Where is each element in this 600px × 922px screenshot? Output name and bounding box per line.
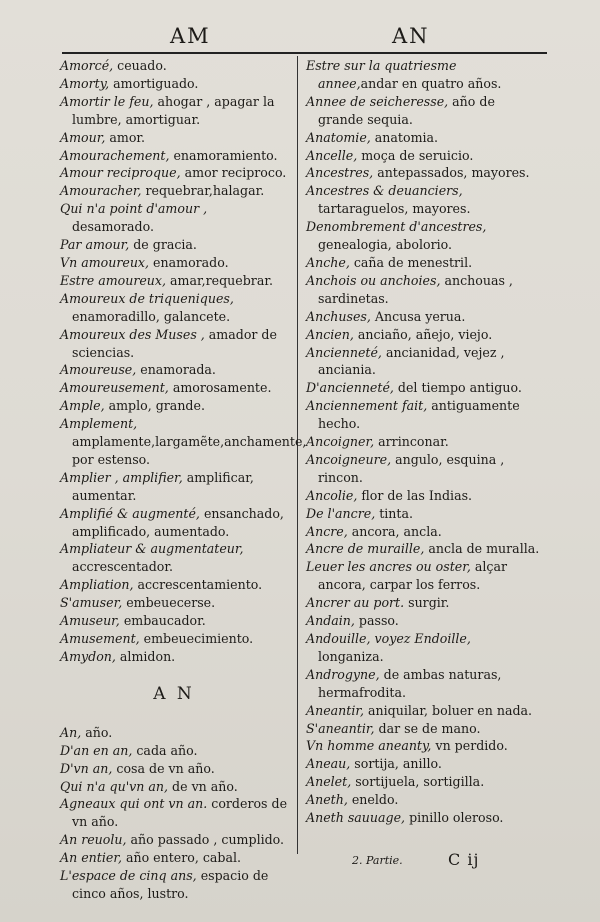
dictionary-entry	[60, 469, 288, 505]
section-heading: A N	[153, 683, 195, 704]
dictionary-entry	[306, 397, 540, 433]
entry-translation: antiguamente hecho.	[318, 398, 520, 432]
entry-translation: amplo, grande.	[104, 398, 205, 414]
entry-headword: Ancre,	[306, 523, 348, 539]
dictionary-entry	[60, 576, 288, 594]
entry-translation: cada año.	[132, 742, 198, 758]
entry-translation: embaucador.	[119, 613, 206, 629]
dictionary-entry	[60, 594, 288, 612]
running-head-right: AN	[392, 24, 430, 48]
dictionary-entry	[306, 540, 540, 558]
entry-translation: embeuecerse.	[122, 595, 216, 611]
entry-translation: enamoradillo, galancete.	[72, 308, 231, 324]
entry-headword: An,	[60, 724, 82, 740]
dictionary-entry	[60, 182, 288, 200]
entry-headword: Amour reciproque,	[60, 165, 181, 181]
entry-translation: ancianidad, vejez , anciania.	[318, 344, 505, 378]
entry-headword: Ancrer au port.	[306, 595, 405, 611]
dictionary-entry	[306, 612, 540, 630]
entry-translation: flor de las Indias.	[357, 487, 473, 503]
entry-translation: alçar ancora, carpar los ferros.	[318, 559, 507, 593]
dictionary-entry	[306, 272, 540, 308]
entry-headword: Amorcé,	[60, 58, 114, 73]
dictionary-entry	[60, 867, 288, 903]
dictionary-entry	[60, 75, 288, 93]
entry-translation: desamorado.	[72, 219, 154, 235]
entry-translation: amplificar, aumentar.	[72, 469, 254, 503]
entry-translation: enamorado.	[149, 254, 229, 270]
entry-headword: Estre sur la quatriesme annee,	[306, 58, 457, 91]
dictionary-entry	[306, 379, 540, 397]
entry-translation: dar se de mano.	[374, 720, 481, 736]
dictionary-entry	[306, 164, 540, 182]
entry-headword: Amplier , amplifier,	[60, 469, 183, 485]
entry-headword: Ancien,	[306, 326, 354, 342]
dictionary-entry	[306, 809, 540, 827]
dictionary-entry	[60, 540, 288, 576]
entry-translation: amar,requebrar.	[166, 272, 273, 288]
running-head	[62, 18, 547, 54]
entry-headword: Amplifié & augmenté,	[60, 505, 200, 521]
dictionary-entry	[306, 505, 540, 523]
dictionary-entry	[60, 397, 288, 415]
entry-translation: accrescentador.	[72, 559, 174, 575]
entry-headword: Amoureux des Muses ,	[60, 326, 205, 342]
dictionary-entry	[60, 379, 288, 397]
entry-translation: anciaño, añejo, viejo.	[353, 326, 493, 342]
entry-headword: Amorty,	[60, 75, 110, 91]
entry-translation: almidon.	[115, 648, 176, 664]
dictionary-entry	[306, 666, 540, 702]
dictionary-entry	[60, 200, 288, 236]
entry-headword: D'vn an,	[60, 760, 113, 776]
entry-translation: aniquilar, boluer en nada.	[364, 702, 533, 718]
entry-translation: arrinconar.	[374, 434, 449, 450]
dictionary-entry	[306, 433, 540, 451]
entry-translation: eneldo.	[347, 792, 399, 808]
dictionary-entry	[306, 326, 540, 344]
entry-translation: de gracia.	[129, 237, 197, 253]
entry-headword: An entier,	[60, 850, 122, 866]
entry-headword: Annee de seicheresse,	[306, 93, 449, 109]
entry-headword: Par amour,	[60, 237, 130, 253]
right-entries	[306, 57, 540, 827]
entry-headword: Amourachement,	[60, 147, 170, 163]
entry-translation: accrescentamiento.	[133, 577, 263, 593]
entry-translation: amor.	[105, 129, 146, 145]
entry-headword: Ancienneté,	[306, 344, 382, 360]
dictionary-entry	[60, 742, 288, 760]
entry-translation: amortiguado.	[109, 75, 199, 91]
dictionary-entry	[60, 290, 288, 326]
dictionary-entry	[60, 831, 288, 849]
entry-translation: ceuado.	[113, 58, 167, 73]
entry-translation: anatomia.	[370, 129, 439, 145]
dictionary-entry	[60, 849, 288, 867]
dictionary-entry	[306, 93, 540, 129]
entry-translation: anchouas , sardinetas.	[318, 272, 513, 306]
entry-translation: embeuecimiento.	[139, 631, 254, 646]
dictionary-entry	[60, 272, 288, 290]
dictionary-entry	[306, 218, 540, 254]
entry-translation: genealogia, abolorio.	[318, 237, 452, 253]
entry-headword: Aneth sauuage,	[306, 810, 406, 826]
entry-headword: L'espace de cinq ans,	[60, 868, 197, 884]
entry-translation: passo.	[354, 613, 399, 629]
dictionary-entry	[306, 129, 540, 147]
running-head-left: AM	[170, 24, 211, 48]
entry-translation: año de grande sequia.	[318, 93, 495, 127]
entry-translation: año passado , cumplido.	[126, 832, 285, 848]
entry-headword: S'aneantir,	[306, 720, 375, 736]
entry-headword: Anatomie,	[306, 129, 371, 145]
entry-translation: amor reciproco.	[180, 165, 287, 181]
entry-headword: Anchuses,	[306, 308, 371, 324]
dictionary-entry	[60, 648, 288, 666]
entry-translation: sortijuela, sortigilla.	[351, 774, 485, 790]
dictionary-entry	[306, 344, 540, 380]
entry-translation: enamoramiento.	[169, 147, 278, 163]
signature-mark: 2. Partie.	[352, 854, 403, 867]
dictionary-entry	[60, 236, 288, 254]
entry-headword: Agneaux qui ont vn an.	[60, 796, 208, 812]
dictionary-entry	[306, 57, 540, 93]
entry-headword: Ampliation,	[60, 577, 134, 593]
entry-headword: Anciennement fait,	[306, 398, 428, 414]
left-column	[60, 57, 307, 903]
entry-translation: moça de seruicio.	[357, 147, 474, 163]
entry-headword: Amortir le feu,	[60, 93, 154, 109]
entry-headword: Andain,	[306, 613, 355, 629]
dictionary-entry	[306, 147, 540, 165]
entry-translation: andar en quatro años.	[360, 75, 502, 91]
entry-headword: Amoureux de triqueniques,	[60, 290, 234, 306]
entry-headword: Anche,	[306, 254, 350, 270]
dictionary-entry	[306, 630, 540, 666]
entry-headword: Qui n'a point d'amour ,	[60, 201, 208, 217]
dictionary-entry	[60, 93, 288, 129]
entry-translation: cosa de vn año.	[112, 760, 215, 776]
dictionary-entry	[60, 254, 288, 272]
entry-translation: sortija, anillo.	[350, 756, 442, 772]
column-divider	[297, 56, 298, 854]
entry-translation: ancla de muralla.	[424, 541, 540, 557]
entry-headword: Anchois ou anchoies,	[306, 272, 441, 288]
dictionary-entry	[60, 795, 288, 831]
entry-headword: Amouracher,	[60, 183, 142, 199]
entry-headword: Ampliateur & augmentateur,	[60, 541, 244, 557]
dictionary-entry	[306, 487, 540, 505]
entry-headword: Amuseur,	[60, 613, 120, 629]
entry-translation: de ambas naturas, hermafrodita.	[318, 666, 502, 700]
entry-translation: año.	[81, 724, 113, 740]
left-entries-top	[60, 57, 307, 666]
entry-headword: Ancoigneure,	[306, 451, 392, 467]
entry-headword: Ample,	[60, 398, 105, 414]
entry-headword: Ancolie,	[306, 487, 358, 503]
entry-headword: S'amuser,	[60, 595, 123, 611]
entry-headword: Aneantir,	[306, 702, 365, 718]
dictionary-entry	[306, 594, 540, 612]
entry-translation: antepassados, mayores.	[373, 165, 530, 181]
entry-headword: Ancestres & deuanciers,	[306, 183, 463, 199]
dictionary-entry	[60, 164, 288, 182]
entry-translation: caña de menestril.	[349, 254, 473, 270]
dictionary-entry	[306, 182, 540, 218]
dictionary-entry	[60, 505, 288, 541]
entry-headword: Qui n'a qu'vn an,	[60, 778, 169, 794]
entry-headword: Aneth,	[306, 792, 348, 808]
dictionary-entry	[306, 755, 540, 773]
dictionary-entry	[306, 720, 540, 738]
dictionary-entry	[60, 778, 288, 796]
dictionary-entry	[306, 791, 540, 809]
dictionary-entry	[306, 523, 540, 541]
dictionary-entry	[306, 773, 540, 791]
entry-headword: Amoureuse,	[60, 362, 137, 378]
dictionary-entry	[306, 254, 540, 272]
entry-translation: tartaraguelos, mayores.	[318, 201, 471, 217]
dictionary-entry	[60, 129, 288, 147]
entry-translation: amador de sciencias.	[72, 326, 277, 360]
entry-translation: longaniza.	[318, 648, 384, 664]
dictionary-entry	[60, 630, 288, 648]
entry-translation: amorosamente.	[168, 380, 272, 396]
entry-headword: An reuolu,	[60, 832, 127, 848]
entry-headword: Anelet,	[306, 774, 352, 790]
dictionary-entry	[60, 326, 288, 362]
entry-headword: Amydon,	[60, 648, 116, 664]
right-column	[306, 57, 540, 827]
entry-headword: Amoureusement,	[60, 380, 169, 396]
dictionary-entry	[306, 451, 540, 487]
dictionary-entry	[306, 702, 540, 720]
entry-translation: ancora, ancla.	[347, 523, 442, 539]
left-entries-bottom	[60, 724, 288, 903]
entry-headword: De l'ancre,	[306, 505, 376, 521]
folio-mark: C ij	[448, 850, 480, 869]
entry-headword: Ancoigner,	[306, 434, 375, 450]
entry-translation: año entero, cabal.	[121, 850, 242, 866]
entry-headword: Aneau,	[306, 756, 351, 772]
entry-translation: surgir.	[404, 595, 450, 611]
entry-translation: requebrar,halagar.	[141, 183, 265, 199]
dictionary-entry	[60, 612, 288, 630]
entry-translation: ahogar , apagar la lumbre, amortiguar.	[72, 93, 275, 127]
entry-translation: ensanchado, amplificado, aumentado.	[72, 505, 284, 539]
entry-translation: espacio de cinco años, lustro.	[72, 868, 269, 901]
entry-headword: Ancestres,	[306, 165, 374, 181]
page-footer	[306, 850, 540, 874]
dictionary-entry	[60, 760, 288, 778]
entry-translation: angulo, esquina , rincon.	[318, 451, 505, 485]
entry-translation: tinta.	[375, 505, 413, 521]
entry-headword: D'ancienneté,	[306, 380, 394, 396]
dictionary-entry	[60, 361, 288, 379]
dictionary-entry	[60, 724, 288, 742]
dictionary-entry	[306, 737, 540, 755]
dictionary-entry	[306, 308, 540, 326]
entry-translation: enamorada.	[136, 362, 216, 378]
entry-headword: Leuer les ancres ou oster,	[306, 559, 471, 575]
entry-translation: pinillo oleroso.	[405, 810, 504, 826]
entry-headword: Amour,	[60, 129, 106, 145]
entry-headword: Vn homme aneanty,	[306, 738, 432, 754]
entry-headword: Denombrement d'ancestres,	[306, 219, 487, 235]
entry-translation: vn perdido.	[431, 738, 508, 754]
entry-headword: Vn amoureux,	[60, 254, 150, 270]
entry-headword: Ancre de muraille,	[306, 541, 425, 557]
entry-headword: Ancelle,	[306, 147, 358, 163]
entry-translation: Ancusa yerua.	[370, 308, 466, 324]
entry-headword: Amplement,	[60, 416, 138, 432]
entry-translation: del tiempo antiguo.	[393, 380, 522, 396]
entry-headword: Estre amoureux,	[60, 272, 167, 288]
entry-headword: D'an en an,	[60, 742, 133, 758]
entry-headword: Andouille, voyez Endoille,	[306, 631, 471, 646]
entry-headword: Androgyne,	[306, 666, 380, 682]
entry-translation: amplamente,largamẽte,anchamente, por estenso.	[72, 434, 307, 467]
entry-headword: Amusement,	[60, 631, 140, 646]
dictionary-entry	[60, 415, 307, 469]
entry-translation: de vn año.	[168, 778, 238, 794]
dictionary-entry	[60, 147, 288, 165]
entry-translation: corderos de vn año.	[72, 796, 288, 830]
dictionary-entry	[306, 558, 540, 594]
dictionary-entry	[60, 57, 288, 75]
